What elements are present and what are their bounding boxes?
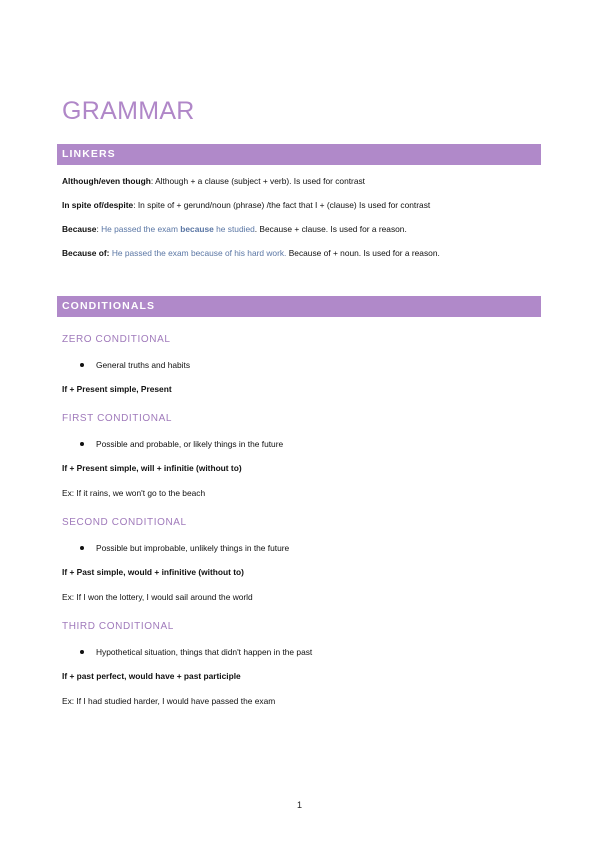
bullet-text: Possible and probable, or likely things in the future — [96, 439, 284, 449]
section-header-linkers: LINKERS — [57, 144, 541, 165]
bullet-item — [80, 438, 283, 450]
linker-sep: : — [96, 224, 102, 234]
linker-text: Because of + noun. Is used for a reason. — [286, 248, 440, 258]
linker-example — [101, 224, 255, 234]
example-before: He passed the exam — [101, 224, 181, 234]
linker-in-spite-of — [62, 199, 540, 211]
subtitle-zero-conditional: ZERO CONDITIONAL — [62, 334, 171, 345]
linker-because-of — [62, 247, 540, 259]
subtitle-second-conditional: SECOND CONDITIONAL — [62, 517, 187, 528]
section-header-conditionals: CONDITIONALS — [57, 296, 541, 317]
formula-first-conditional: If + Present simple, will + infinitie (without to) — [62, 463, 242, 473]
linker-sep: : — [150, 176, 156, 186]
bullet-text: Hypothetical situation, things that didn't happen in the past — [96, 647, 313, 657]
bullet-item — [80, 359, 190, 371]
linker-term: Although/even though — [62, 176, 151, 186]
linker-term: Because — [62, 224, 97, 234]
bullet-icon — [80, 650, 84, 654]
linker-text: In spite of + gerund/noun (phrase) /the fact that I + (clause) Is used for contrast — [137, 200, 431, 210]
page-number: 1 — [296, 800, 302, 810]
formula-second-conditional: If + Past simple, would + infinitive (without to) — [62, 567, 244, 577]
example-first-conditional: Ex: If it rains, we won't go to the beach — [62, 488, 206, 498]
example-third-conditional: Ex: If I had studied harder, I would have passed the exam — [62, 696, 276, 706]
bullet-icon — [80, 442, 84, 446]
bullet-item — [80, 542, 289, 554]
bullet-item — [80, 646, 312, 658]
bullet-text: Possible but improbable, unlikely things in the future — [96, 543, 290, 553]
subtitle-third-conditional: THIRD CONDITIONAL — [62, 621, 174, 632]
formula-third-conditional: If + past perfect, would have + past participle — [62, 671, 241, 681]
linker-term: Because of: — [62, 248, 110, 258]
linker-term: In spite of/despite — [62, 200, 134, 210]
bullet-icon — [80, 363, 84, 367]
example-second-conditional: Ex: If I won the lottery, I would sail around the world — [62, 592, 253, 602]
bullet-text: General truths and habits — [96, 360, 191, 370]
subtitle-first-conditional: FIRST CONDITIONAL — [62, 413, 173, 424]
linker-text: Although + a clause (subject + verb). Is used for contrast — [155, 176, 366, 186]
formula-zero-conditional: If + Present simple, Present — [62, 384, 172, 394]
linker-text: . Because + clause. Is used for a reason. — [254, 224, 407, 234]
example-after: he studied — [213, 224, 255, 234]
example-bold: because — [180, 224, 214, 234]
linker-example: He passed the exam because of his hard work. — [111, 248, 287, 258]
page-title: GRAMMAR — [62, 97, 195, 125]
linker-sep: : — [133, 200, 138, 210]
linker-although — [62, 175, 540, 187]
bullet-icon — [80, 546, 84, 550]
linker-because — [62, 223, 540, 235]
